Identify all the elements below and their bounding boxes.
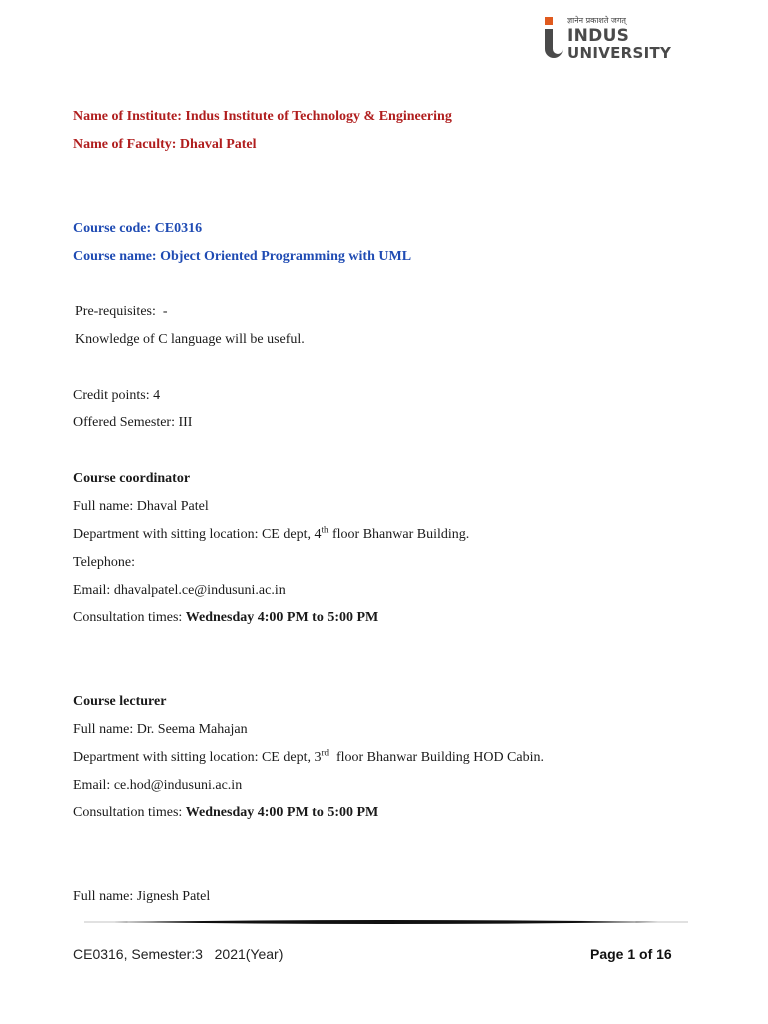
coordinator-email-label: Email: <box>73 583 111 598</box>
lecturer-dept-post: floor Bhanwar Building HOD Cabin. <box>328 750 544 765</box>
coordinator-dept-label: Department with sitting location: <box>73 527 259 542</box>
lecturer-dept-line <box>73 749 544 767</box>
lecturer-heading: Course lecturer <box>73 694 167 709</box>
coordinator-dept-sup: th <box>321 524 329 535</box>
footer-course-info: CE0316, Semester:3 2021(Year) <box>73 946 284 962</box>
coordinator-consult-times: Wednesday 4:00 PM to 5:00 PM <box>185 610 379 625</box>
credit-points-line <box>73 387 160 405</box>
lecturer2-name: Jignesh Patel <box>136 889 211 904</box>
course-name-line <box>73 248 411 266</box>
coordinator-consult-line <box>73 609 378 627</box>
logo-name-line2: UNIVERSITY <box>567 44 672 62</box>
coordinator-dept-post: floor Bhanwar Building. <box>328 527 470 542</box>
course-name-label: Course name: <box>73 249 157 264</box>
institute-value: Indus Institute of Technology & Engineering <box>185 109 452 124</box>
lecturer-consult-label: Consultation times: <box>73 805 183 820</box>
lecturer2-name-line <box>73 888 210 906</box>
credit-points-label: Credit points: <box>73 388 150 403</box>
lecturer-consult-times: Wednesday 4:00 PM to 5:00 PM <box>185 805 379 820</box>
logo-tagline: ज्ञानेन प्रकाशते जगत् <box>567 16 626 25</box>
institute-line <box>73 108 452 126</box>
logo-name-line1: INDUS <box>567 26 630 46</box>
faculty-value: Dhaval Patel <box>179 137 257 152</box>
coordinator-dept-line <box>73 526 469 544</box>
coordinator-email: dhavalpatel.ce@indusuni.ac.in <box>113 583 286 598</box>
credit-points-value: 4 <box>153 388 161 403</box>
offered-semester-value: III <box>178 415 193 430</box>
coordinator-telephone-label: Telephone: <box>73 555 135 570</box>
coordinator-name: Dhaval Patel <box>136 499 209 514</box>
coordinator-name-label: Full name: <box>73 499 134 514</box>
course-name: Object Oriented Programming with UML <box>160 249 412 264</box>
course-code-label: Course code: <box>73 221 152 236</box>
lecturer-email: ce.hod@indusuni.ac.in <box>113 778 243 793</box>
university-logo <box>545 14 705 64</box>
footer-divider <box>84 918 688 926</box>
lecturer-consult-line <box>73 804 378 822</box>
prerequisites-line <box>75 303 168 321</box>
prerequisites-value: - <box>162 304 168 319</box>
coordinator-name-line <box>73 498 209 516</box>
lecturer-dept-pre: CE dept, 3 <box>261 750 322 765</box>
lecturer-name-label: Full name: <box>73 722 134 737</box>
coordinator-dept-pre: CE dept, 4 <box>261 527 322 542</box>
footer-page-number: Page 1 of 16 <box>590 946 672 962</box>
offered-semester-label: Offered Semester: <box>73 415 175 430</box>
lecturer-name-line <box>73 721 248 739</box>
prerequisites-note: Knowledge of C language will be useful. <box>75 332 305 347</box>
lecturer-dept-sup: rd <box>321 747 329 758</box>
coordinator-consult-label: Consultation times: <box>73 610 183 625</box>
indus-logo-mark-icon <box>545 17 563 59</box>
coordinator-email-line <box>73 582 286 600</box>
lecturer-name: Dr. Seema Mahajan <box>136 722 248 737</box>
coordinator-heading: Course coordinator <box>73 471 191 486</box>
lecturer-dept-label: Department with sitting location: <box>73 750 259 765</box>
lecturer-email-label: Email: <box>73 778 111 793</box>
faculty-line <box>73 136 257 154</box>
lecturer2-name-label: Full name: <box>73 889 134 904</box>
lecturer-email-line <box>73 777 242 795</box>
faculty-label: Name of Faculty: <box>73 137 177 152</box>
prerequisites-label: Pre-requisites: <box>75 304 156 319</box>
offered-semester-line <box>73 414 192 432</box>
course-code-line <box>73 220 202 238</box>
institute-label: Name of Institute: <box>73 109 182 124</box>
course-code: CE0316 <box>154 221 203 236</box>
